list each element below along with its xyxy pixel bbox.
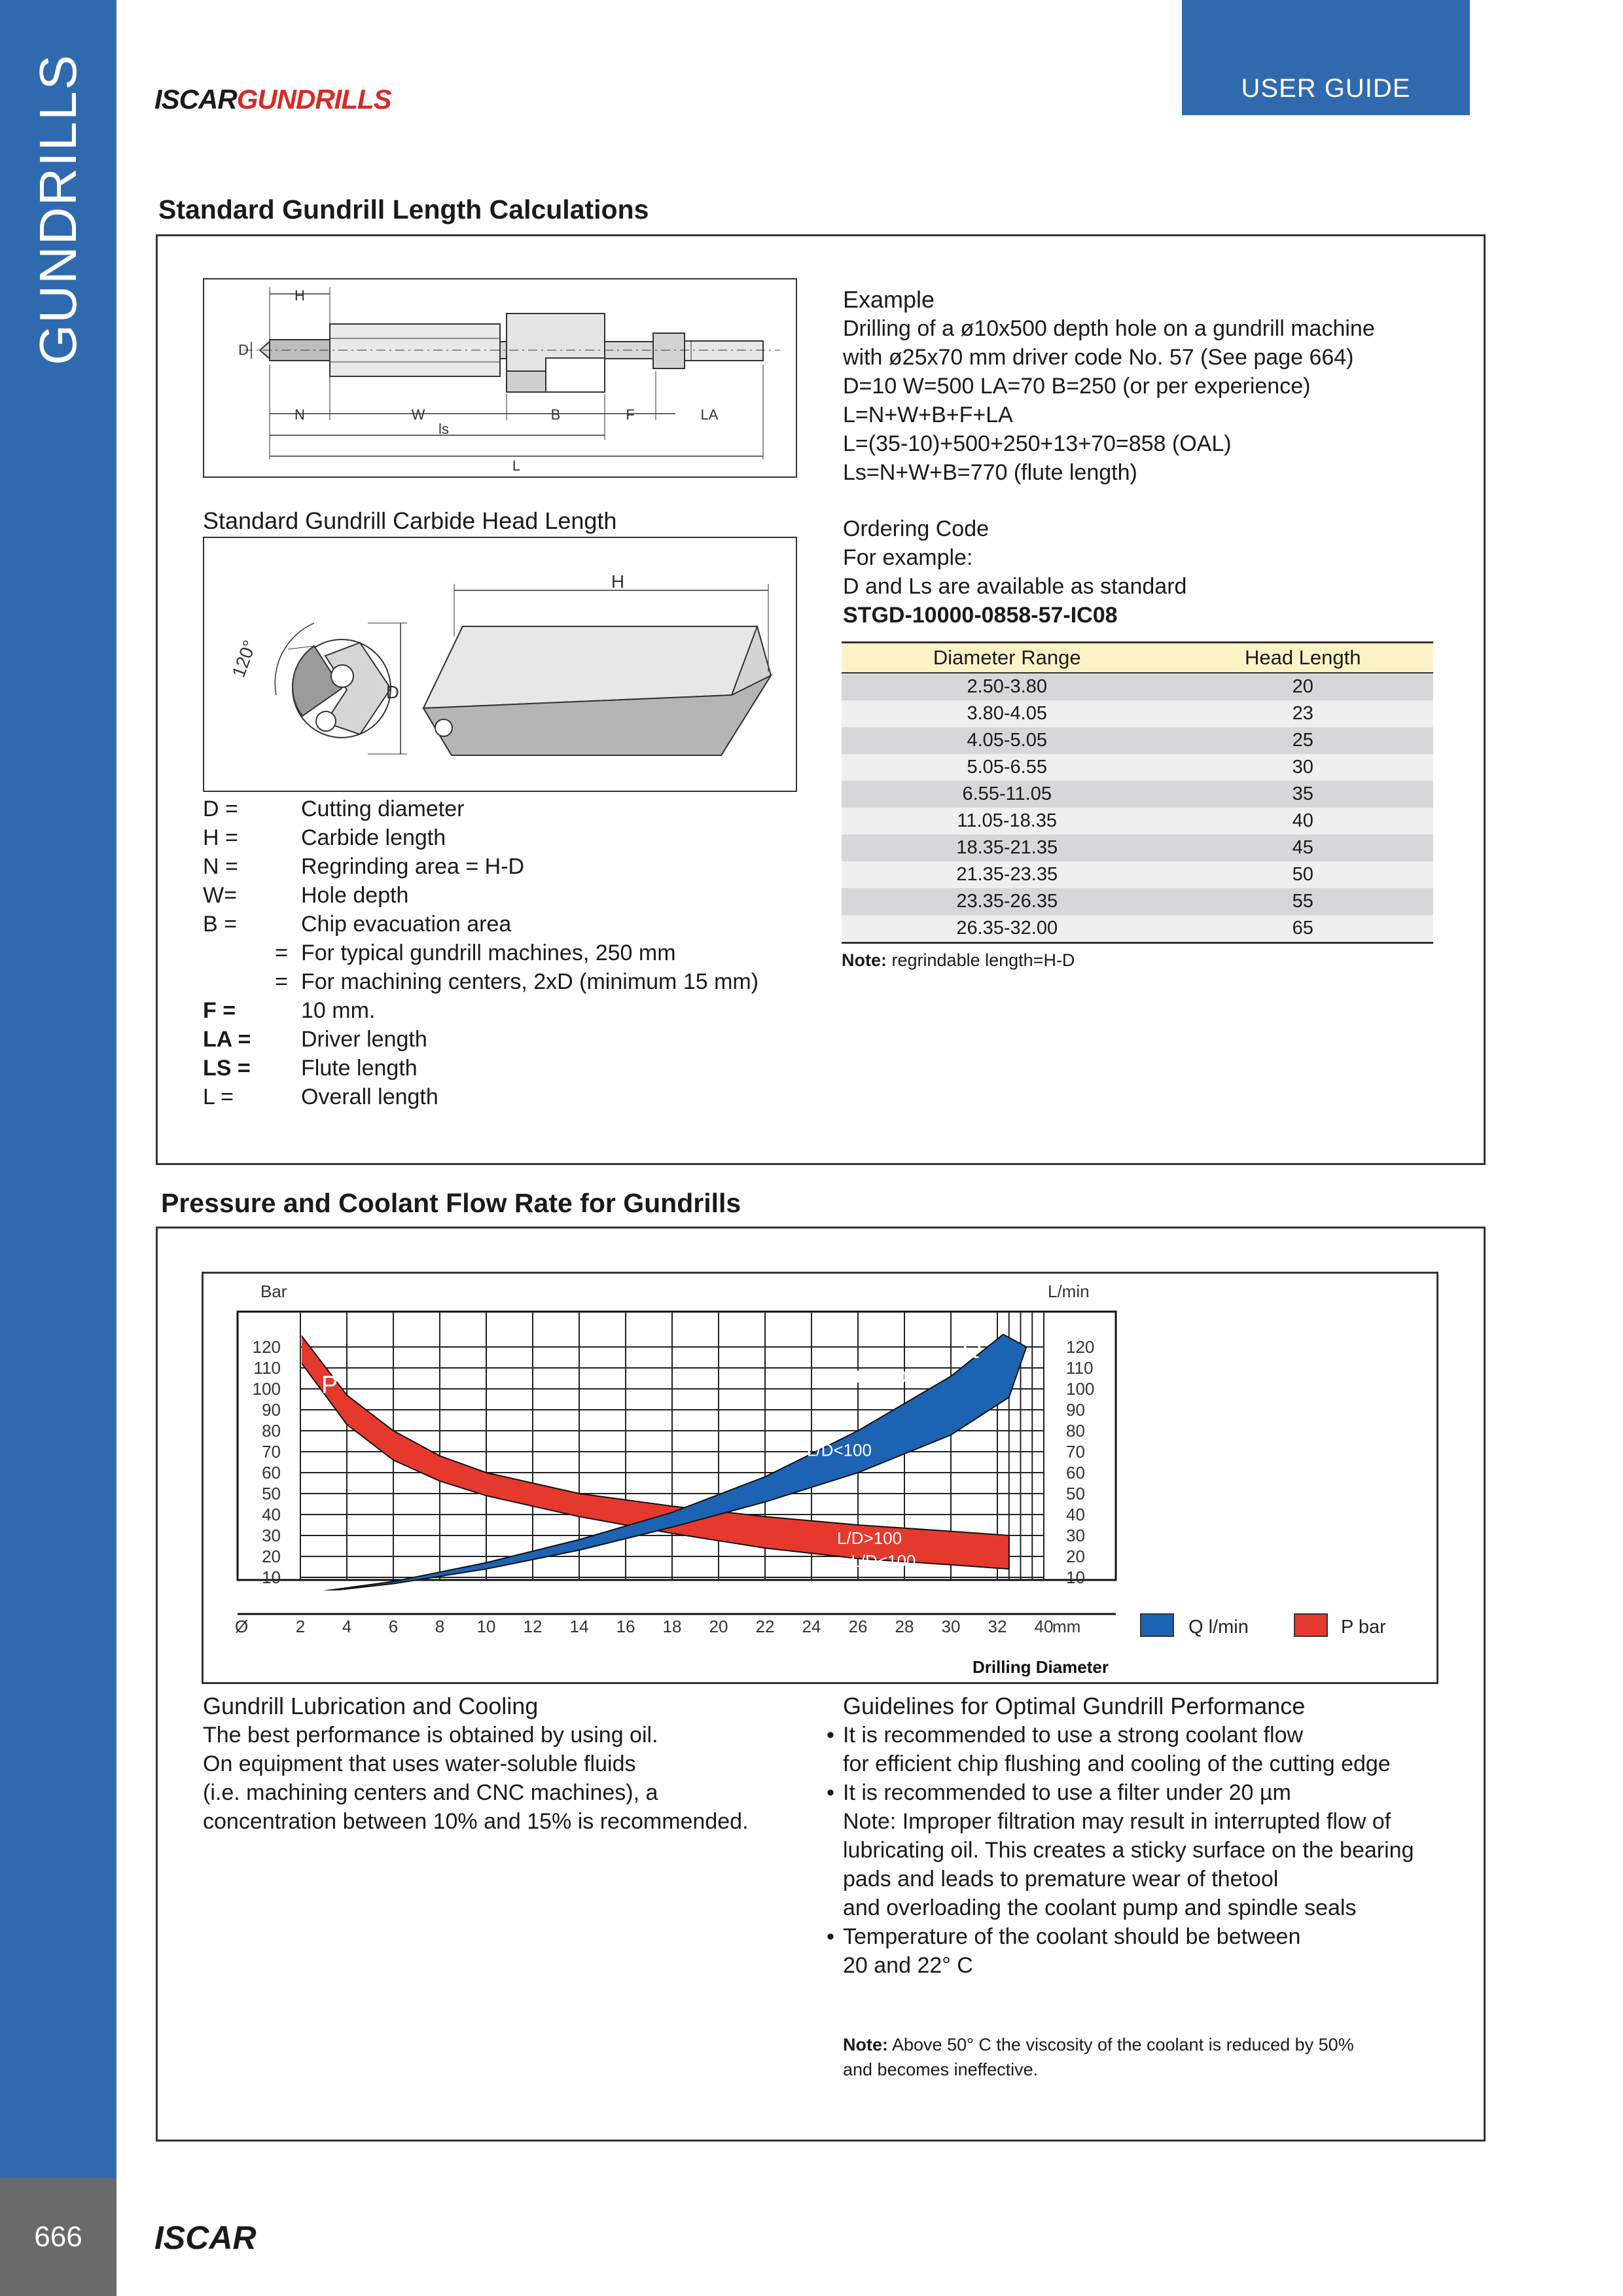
- y-tick-label-left: 30: [262, 1526, 281, 1545]
- coolant-note-label: Note:: [843, 2035, 888, 2054]
- definition-key: =: [275, 941, 288, 965]
- definition-key: W=: [203, 883, 237, 908]
- definition-value: Hole depth: [301, 883, 409, 908]
- section-title-length: Standard Gundrill Length Calculations: [158, 194, 649, 224]
- q-upper-label: L/D>100: [842, 1367, 907, 1387]
- definition-key: H =: [203, 825, 238, 850]
- head-d-label: D: [385, 682, 399, 702]
- y-tick-label-left: 10: [262, 1568, 281, 1587]
- y-tick-label-right: 30: [1066, 1526, 1085, 1545]
- dim-label-b: B: [550, 406, 561, 423]
- definition-value: Carbide length: [301, 825, 446, 850]
- head-h-label: H: [611, 571, 625, 592]
- table-cell-length: 40: [1172, 808, 1433, 834]
- logo-iscar: ISCAR: [154, 84, 237, 115]
- table-cell-diameter: 11.05-18.35: [842, 808, 1172, 834]
- col-head-length: Head Length: [1172, 643, 1433, 673]
- definition-key: N =: [203, 854, 238, 879]
- definition-value: 10 mm.: [301, 998, 376, 1023]
- definition-key: D =: [203, 797, 238, 821]
- example-line-6: Ls=N+W+B=770 (flute length): [843, 460, 1137, 485]
- x-tick-label: 6: [388, 1617, 399, 1636]
- lubrication-line-3: (i.e. machining centers and CNC machines), a: [203, 1780, 658, 1805]
- definition-row: [203, 795, 805, 823]
- sidebar-section-word: GUNDRILLS: [29, 54, 88, 365]
- definition-row: [203, 996, 805, 1025]
- definition-key: LS =: [203, 1056, 251, 1081]
- series-label-q: Q: [962, 1331, 982, 1359]
- definition-value: Overall length: [301, 1085, 438, 1109]
- y-tick-label-right: 40: [1066, 1505, 1085, 1524]
- x-tick-label: 30: [941, 1617, 961, 1636]
- example-heading: Example: [843, 286, 935, 313]
- definition-value: Flute length: [301, 1056, 418, 1081]
- dim-label-ls: ls: [438, 421, 449, 437]
- col-diameter-range: Diameter Range: [842, 643, 1172, 673]
- brand-logo: [154, 84, 391, 115]
- table-cell-length: 25: [1172, 727, 1433, 754]
- legend-label-p: P bar: [1341, 1617, 1386, 1638]
- right-axis-unit: L/min: [1048, 1282, 1090, 1301]
- lubrication-title: Gundrill Lubrication and Cooling: [203, 1693, 539, 1719]
- y-tick-label-right: 80: [1066, 1421, 1085, 1441]
- dim-label-la: LA: [700, 406, 719, 423]
- dim-label-f: F: [626, 406, 635, 423]
- definition-value: Driver length: [301, 1027, 427, 1052]
- bullet-icon: •: [827, 1780, 834, 1805]
- guideline-item: [818, 1778, 1466, 1807]
- ordering-code: STGD-10000-0858-57-IC08: [843, 603, 1118, 628]
- table-row: [842, 915, 1433, 943]
- series-label-p: P: [321, 1371, 338, 1399]
- y-tick-label-right: 120: [1066, 1337, 1095, 1357]
- x-tick-label: 40: [1034, 1617, 1054, 1636]
- guideline-1-line-1: It is recommended to use a strong coolant flow: [843, 1723, 1304, 1748]
- table-row: [842, 781, 1433, 808]
- logo-gundrills: GUNDRILLS: [236, 84, 391, 115]
- lubrication-line-2: On equipment that uses water-soluble fluids: [203, 1751, 636, 1776]
- table-cell-diameter: 4.05-5.05: [842, 727, 1172, 754]
- table-cell-diameter: 26.35-32.00: [842, 915, 1172, 943]
- definition-key: B =: [203, 912, 237, 937]
- y-tick-label-left: 20: [262, 1547, 281, 1566]
- footer-brand: ISCAR: [154, 2219, 257, 2256]
- coolant-note-line-1: Above 50° C the viscosity of the coolant is reduced by 50%: [892, 2035, 1354, 2054]
- definition-key: =: [275, 969, 288, 994]
- bullet-icon: •: [827, 1723, 834, 1748]
- x-tick-label: 28: [895, 1617, 914, 1636]
- table-cell-diameter: 21.35-23.35: [842, 861, 1172, 888]
- x-tick-label: 32: [988, 1617, 1007, 1636]
- definition-row: [203, 910, 805, 939]
- definition-row: [203, 1025, 805, 1054]
- table-cell-length: 30: [1172, 754, 1433, 781]
- table-cell-diameter: 18.35-21.35: [842, 834, 1172, 861]
- definition-value: For typical gundrill machines, 250 mm: [301, 941, 676, 965]
- y-tick-label-right: 110: [1066, 1358, 1094, 1378]
- ordering-line-1: For example:: [843, 545, 973, 570]
- definition-row: [203, 967, 805, 996]
- coolant-note: [843, 2032, 1354, 2082]
- table-cell-length: 50: [1172, 861, 1433, 888]
- y-tick-label-left: 100: [252, 1379, 281, 1399]
- legend-label-q: Q l/min: [1188, 1617, 1249, 1638]
- guideline-2-line-2: Note: Improper filtration may result in interrupted flow of: [843, 1809, 1391, 1834]
- head-angle-label: 120°: [228, 637, 260, 681]
- p-lower-label: L/D<100: [851, 1551, 916, 1571]
- y-tick-label-right: 20: [1066, 1547, 1085, 1566]
- x-tick-label: 4: [342, 1617, 352, 1636]
- y-tick-label-right: 60: [1066, 1463, 1085, 1482]
- table-row: [842, 888, 1433, 915]
- x-tick-label: 18: [662, 1617, 682, 1636]
- table-cell-length: 35: [1172, 781, 1433, 808]
- dim-label-n: N: [294, 406, 305, 423]
- guideline-2-line-1: It is recommended to use a filter under 20 µm: [843, 1780, 1291, 1805]
- guideline-2-line-3: lubricating oil. This creates a sticky surface on the bearing: [843, 1838, 1414, 1863]
- x-tick-label: 10: [476, 1617, 496, 1636]
- x-tick-label: 24: [802, 1617, 821, 1636]
- x-tick-label: 12: [523, 1617, 543, 1636]
- bullet-icon: •: [827, 1924, 834, 1949]
- q-lower-label: L/D<100: [806, 1440, 872, 1460]
- tool-diagram: [203, 278, 797, 478]
- y-tick-label-left: 80: [262, 1421, 281, 1441]
- table-cell-diameter: 5.05-6.55: [842, 754, 1172, 781]
- lubrication-line-1: The best performance is obtained by using oil.: [203, 1723, 658, 1748]
- table-note: [842, 950, 1433, 971]
- section-title-pressure: Pressure and Coolant Flow Rate for Gundrills: [161, 1188, 741, 1218]
- y-tick-label-left: 120: [252, 1337, 281, 1357]
- guideline-item: [818, 1922, 1466, 1951]
- dim-label-d: D: [238, 342, 249, 358]
- dim-label-h: H: [294, 287, 305, 304]
- dim-label-w: W: [411, 406, 425, 423]
- table-cell-length: 20: [1172, 673, 1433, 700]
- definition-row: [203, 852, 805, 881]
- x-tick-label: 14: [569, 1617, 589, 1636]
- table-note-label: Note:: [842, 950, 887, 970]
- table-cell-length: 55: [1172, 888, 1433, 915]
- coolant-chart: [202, 1272, 1438, 1684]
- example-block: [843, 285, 1458, 487]
- example-line-1: Drilling of a ø10x500 depth hole on a gundrill machine: [843, 316, 1375, 341]
- table-row: [842, 673, 1433, 700]
- y-tick-label-left: 70: [262, 1442, 281, 1462]
- legend-swatch-p: [1294, 1614, 1327, 1636]
- definition-key: F =: [203, 998, 236, 1023]
- table-cell-length: 65: [1172, 915, 1433, 943]
- y-tick-label-left: 110: [253, 1358, 281, 1378]
- left-axis-unit: Bar: [260, 1282, 287, 1301]
- lubrication-block: [203, 1692, 792, 1836]
- y-tick-label-left: 50: [262, 1484, 281, 1503]
- dim-label-l: L: [512, 457, 521, 474]
- head-length-svg: [204, 538, 796, 791]
- guideline-1-line-2: for efficient chip flushing and cooling of the cutting edge: [843, 1751, 1391, 1776]
- x-axis-title: Drilling Diameter: [972, 1657, 1109, 1677]
- table-cell-length: 23: [1172, 700, 1433, 727]
- table-cell-diameter: 23.35-26.35: [842, 888, 1172, 915]
- guideline-item: [818, 1721, 1466, 1749]
- head-length-table: [842, 641, 1433, 971]
- tool-diagram-svg: [204, 279, 796, 476]
- table-cell-diameter: 2.50-3.80: [842, 673, 1172, 700]
- definition-row: [203, 823, 805, 852]
- y-tick-label-left: 90: [262, 1400, 281, 1420]
- x-axis-unit: mm: [1052, 1617, 1081, 1636]
- definition-value: Cutting diameter: [301, 797, 465, 821]
- ordering-heading: Ordering Code: [843, 516, 990, 541]
- definitions-list: [203, 795, 805, 1111]
- y-tick-label-left: 60: [262, 1463, 281, 1482]
- definition-row: [203, 1083, 805, 1111]
- table-cell-diameter: 3.80-4.05: [842, 700, 1172, 727]
- example-line-2: with ø25x70 mm driver code No. 57 (See page 664): [843, 345, 1354, 370]
- head-length-diagram: [203, 537, 797, 792]
- lubrication-line-4: concentration between 10% and 15% is recommended.: [203, 1809, 749, 1834]
- table-row: [842, 754, 1433, 781]
- table-row: [842, 861, 1433, 888]
- y-tick-label-right: 50: [1066, 1484, 1085, 1503]
- y-tick-label-right: 10: [1066, 1568, 1085, 1587]
- guidelines-block: [818, 1692, 1466, 1980]
- table-row: [842, 808, 1433, 834]
- y-tick-label-right: 100: [1066, 1379, 1095, 1399]
- guideline-3-line-1: Temperature of the coolant should be between: [843, 1924, 1301, 1949]
- definition-row: [203, 939, 805, 967]
- user-guide-tab: USER GUIDE: [1182, 0, 1470, 115]
- guideline-3-line-2: 20 and 22° C: [843, 1953, 973, 1978]
- head-length-title: Standard Gundrill Carbide Head Length: [203, 507, 617, 534]
- x-tick-label: 22: [755, 1617, 775, 1636]
- y-tick-label-right: 70: [1066, 1442, 1085, 1462]
- table-row: [842, 834, 1433, 861]
- table-header-row: [842, 643, 1433, 673]
- example-line-3: D=10 W=500 LA=70 B=250 (or per experience): [843, 374, 1311, 399]
- p-upper-label: L/D>100: [837, 1528, 902, 1548]
- ordering-block: [843, 514, 1458, 630]
- definition-value: Regrinding area = H-D: [301, 854, 525, 879]
- table-note-text: regrindable length=H-D: [891, 950, 1075, 970]
- sidebar-section-label: [0, 0, 116, 419]
- example-line-4: L=N+W+B+F+LA: [843, 403, 1013, 427]
- guideline-2-line-5: and overloading the coolant pump and spindle seals: [843, 1895, 1357, 1920]
- x-tick-label: 20: [709, 1617, 728, 1636]
- guidelines-title: Guidelines for Optimal Gundrill Performance: [843, 1693, 1306, 1719]
- head-length-table-grid: [842, 641, 1433, 944]
- example-line-5: L=(35-10)+500+250+13+70=858 (OAL): [843, 431, 1232, 456]
- coolant-chart-svg: [204, 1274, 1436, 1682]
- x-tick-label: 26: [848, 1617, 868, 1636]
- y-tick-label-right: 90: [1066, 1400, 1085, 1420]
- definition-key: LA =: [203, 1027, 251, 1052]
- guideline-2-line-4: pads and leads to premature wear of thetool: [843, 1867, 1279, 1892]
- table-row: [842, 700, 1433, 727]
- x-axis-prefix: Ø: [235, 1617, 249, 1636]
- definition-value: For machining centers, 2xD (minimum 15 mm): [301, 969, 759, 994]
- page-number: 666: [0, 2178, 116, 2296]
- x-tick-label: 8: [435, 1617, 445, 1636]
- table-row: [842, 727, 1433, 754]
- table-cell-diameter: 6.55-11.05: [842, 781, 1172, 808]
- y-tick-label-left: 40: [262, 1505, 281, 1524]
- ordering-line-2: D and Ls are available as standard: [843, 574, 1187, 599]
- table-cell-length: 45: [1172, 834, 1433, 861]
- x-tick-label: 2: [295, 1617, 306, 1636]
- legend-swatch-q: [1141, 1614, 1173, 1636]
- definition-row: [203, 881, 805, 910]
- x-tick-label: 16: [616, 1617, 635, 1636]
- definition-row: [203, 1054, 805, 1083]
- definition-value: Chip evacuation area: [301, 912, 512, 937]
- definition-key: L =: [203, 1085, 234, 1109]
- coolant-note-line-2: and becomes ineffective.: [843, 2060, 1039, 2079]
